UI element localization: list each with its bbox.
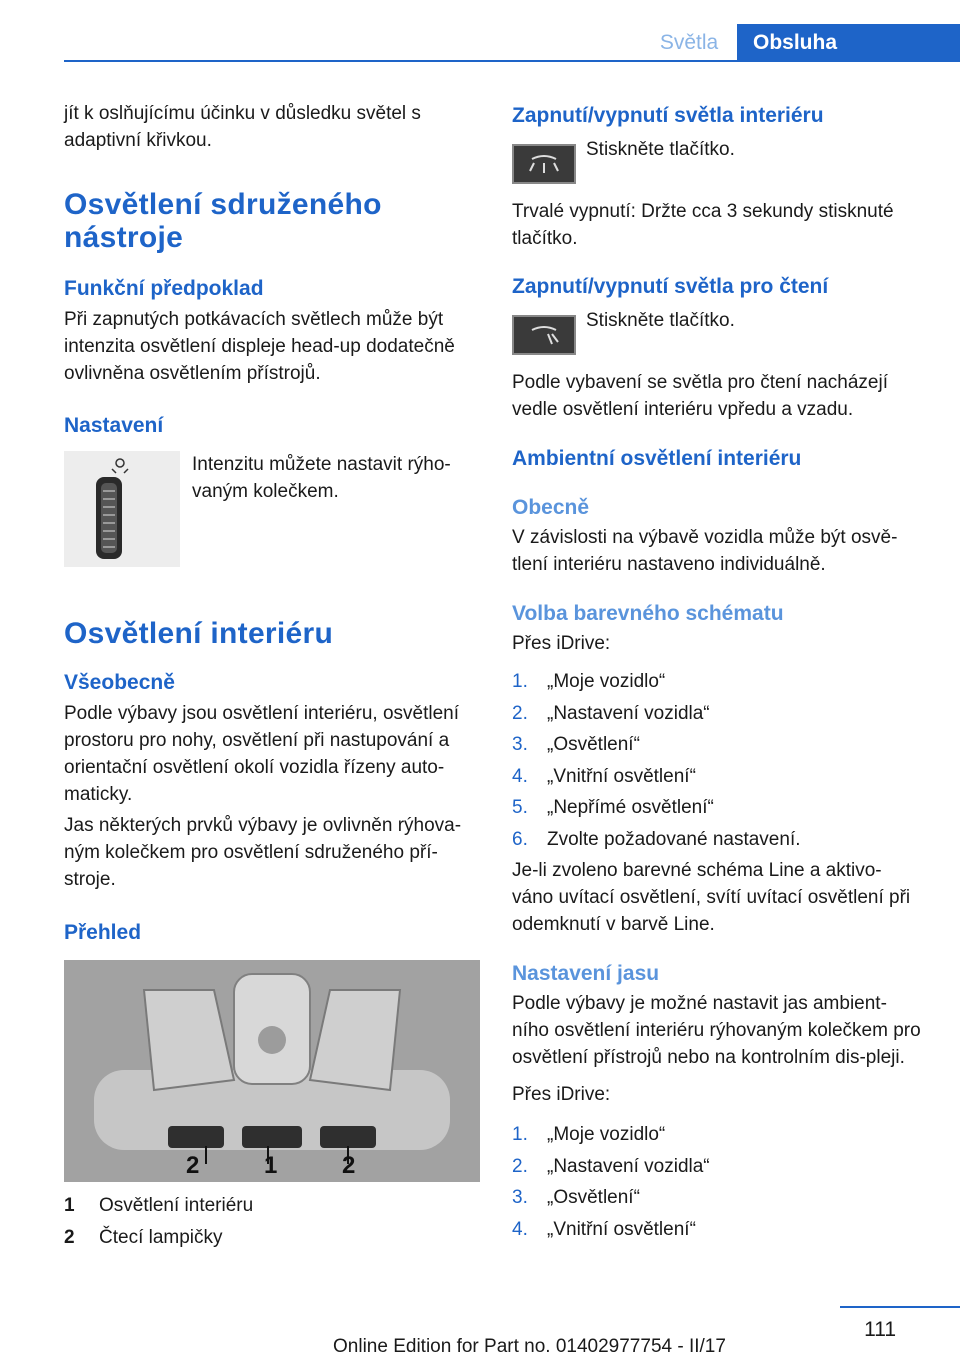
reading-light-button-icon	[512, 315, 576, 355]
step-item	[512, 1151, 922, 1183]
heading-brightness: Nastavení jasu	[512, 962, 660, 985]
step-item	[512, 1214, 922, 1246]
heading-ambient-lighting: Ambientní osvětlení interiéru	[512, 447, 802, 470]
step-text: „Nastavení vozidla“	[547, 702, 710, 724]
legend-number: 1	[64, 1195, 75, 1216]
step-item	[512, 824, 922, 856]
step-text: „Nepřímé osvětlení“	[547, 797, 714, 818]
general-ambient-text: V závislosti na výbavě vozidla může být osvě‐tlení interiéru nastaveno individuálně.	[512, 527, 898, 575]
heading-settings: Nastavení	[64, 414, 164, 437]
legend-item	[64, 1222, 482, 1254]
intro-text: jít k oslňujícímu účinku v důsledku světel s adaptivní křivkou.	[64, 103, 421, 151]
general-text-2: Jas některých prvků výbavy je ovlivněn rýhova‐ným kolečkem pro osvětlení sdruženého pří‐stroje.	[64, 815, 462, 890]
step-number: 6.	[512, 828, 528, 850]
step-item	[512, 1182, 922, 1214]
via-idrive-2: Přes iDrive:	[512, 1084, 611, 1105]
overview-legend	[64, 1190, 482, 1254]
step-item	[512, 792, 922, 824]
color-scheme-steps	[512, 666, 922, 855]
heading-functional-requirement: Funkční předpoklad	[64, 277, 264, 300]
legend-text: Osvětlení interiéru	[99, 1195, 254, 1216]
legend-item	[64, 1190, 482, 1222]
step-item	[512, 761, 922, 793]
reading-button-row	[512, 310, 922, 355]
step-text: „Nastavení vozidla“	[547, 1155, 710, 1177]
step-number: 3.	[512, 734, 528, 755]
heading-overview: Přehled	[64, 921, 142, 944]
footer-rule	[840, 1306, 960, 1308]
step-item	[512, 698, 922, 730]
page-number: 111	[864, 1318, 896, 1341]
interior-button-row	[512, 139, 922, 184]
press-button-text-1: Stiskněte tlačítko.	[586, 139, 735, 160]
heading-instrument-lighting: Osvětlení sdruženého nástroje	[64, 188, 382, 254]
press-button-text-2: Stiskněte tlačítko.	[586, 310, 735, 331]
thumbwheel-image	[64, 451, 180, 567]
step-item	[512, 666, 922, 698]
heading-general: Všeobecně	[64, 671, 175, 694]
step-text: „Osvětlení“	[547, 734, 640, 755]
heading-interior-on-off: Zapnutí/vypnutí světla interiéru	[512, 104, 824, 127]
step-number: 2.	[512, 702, 528, 724]
step-text: „Vnitřní osvětlení“	[547, 1218, 696, 1240]
step-item	[512, 1119, 922, 1151]
functional-requirement-text: Při zapnutých potkávacích světlech může být intenzita osvětlení displeje head-up dodatečně ovlivněna osvětlením přístrojů.	[64, 309, 455, 384]
step-number: 2.	[512, 1155, 528, 1177]
via-idrive-1: Přes iDrive:	[512, 633, 611, 654]
step-number: 4.	[512, 1218, 528, 1240]
header-rule	[64, 60, 960, 62]
photo-label-reading-left: 2	[186, 1152, 200, 1179]
photo-label-interior: 1	[264, 1152, 278, 1179]
edition-text: Online Edition for Part no. 01402977754 - II/17	[333, 1336, 726, 1357]
heading-reading-on-off: Zapnutí/vypnutí světla pro čtení	[512, 275, 829, 298]
settings-row	[64, 451, 482, 567]
legend-number: 2	[64, 1227, 75, 1248]
header-section-tab: Světla	[659, 30, 719, 54]
settings-text: Intenzitu můžete nastavit rýho‐vaným kolečkem.	[192, 454, 451, 502]
step-text: Zvolte požadované nastavení.	[547, 828, 801, 850]
step-text: „Moje vozidlo“	[547, 671, 666, 692]
roof-console-photo	[64, 960, 480, 1182]
legend-text: Čtecí lampičky	[99, 1227, 223, 1248]
header-chapter-tab: Obsluha	[737, 24, 960, 62]
step-number: 5.	[512, 797, 528, 818]
right-column	[512, 100, 922, 1245]
photo-label-reading-right: 2	[342, 1152, 356, 1179]
step-number: 4.	[512, 765, 528, 787]
general-text-1: Podle výbavy jsou osvětlení interiéru, osvětlení prostoru pro nohy, osvětlení při nastupování a orientační osvětlení okolí vozidla řízeny auto‐maticky.	[64, 703, 459, 805]
heading-interior-lighting: Osvětlení interiéru	[64, 617, 334, 650]
step-item	[512, 729, 922, 761]
step-number: 1.	[512, 1124, 528, 1145]
heading-general-ambient: Obecně	[512, 496, 590, 519]
permanent-off-text: Trvalé vypnutí: Držte cca 3 sekundy stisknuté tlačítko.	[512, 201, 894, 249]
line-scheme-text: Je-li zvoleno barevné schéma Line a aktivo‐váno uvítací osvětlení, svítí uvítací osvětlení při odemknutí v barvě Line.	[512, 860, 911, 935]
step-text: „Moje vozidlo“	[547, 1124, 666, 1145]
left-column	[64, 100, 482, 1254]
heading-color-scheme: Volba barevného schématu	[512, 602, 784, 625]
step-text: „Osvětlení“	[547, 1187, 640, 1208]
step-text: „Vnitřní osvětlení“	[547, 765, 696, 787]
interior-light-button-icon	[512, 144, 576, 184]
brightness-text: Podle výbavy je možné nastavit jas ambient‐ního osvětlení interiéru rýhovaným kolečkem pro osvětlení přístrojů nebo na kontrolním dis‐pleji.	[512, 993, 921, 1068]
brightness-steps	[512, 1119, 922, 1245]
reading-lights-text: Podle vybavení se světla pro čtení nacházejí vedle osvětlení interiéru vpředu a vzadu.	[512, 372, 889, 420]
step-number: 1.	[512, 671, 528, 692]
step-number: 3.	[512, 1187, 528, 1208]
